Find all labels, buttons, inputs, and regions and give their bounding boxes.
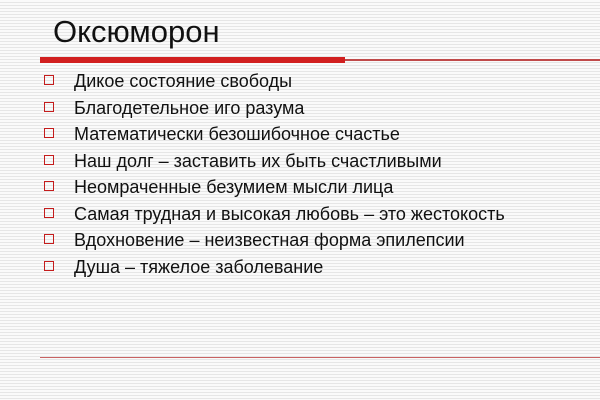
hollow-square-bullet-icon	[44, 208, 54, 218]
bullet-text: Неомраченные безумием мысли лица	[74, 177, 394, 197]
hollow-square-bullet-icon	[44, 234, 54, 244]
hollow-square-bullet-icon	[44, 128, 54, 138]
hollow-square-bullet-icon	[44, 102, 54, 112]
bullet-text: Математически безошибочное счастье	[74, 124, 400, 144]
title-underline-accent	[40, 57, 345, 63]
slide-title: Оксюморон	[53, 14, 220, 49]
title-underline-thin	[345, 59, 600, 61]
hollow-square-bullet-icon	[44, 75, 54, 85]
hollow-square-bullet-icon	[44, 261, 54, 271]
title-underline	[40, 57, 600, 63]
bullet-text: Душа – тяжелое заболевание	[74, 256, 324, 277]
hollow-square-bullet-icon	[44, 181, 54, 191]
bullet-text: Самая трудная и высокая любовь – это жестокость	[74, 203, 505, 224]
bullet-text: Благодетельное иго разума	[74, 97, 305, 118]
bullet-text: Вдохновение – неизвестная форма эпилепсии	[74, 230, 465, 250]
footer-divider	[40, 357, 600, 358]
bullet-text: Дикое состояние свободы	[74, 71, 293, 91]
bullet-text: Наш долг – заставить их быть счастливыми	[74, 150, 442, 171]
hollow-square-bullet-icon	[44, 155, 54, 165]
